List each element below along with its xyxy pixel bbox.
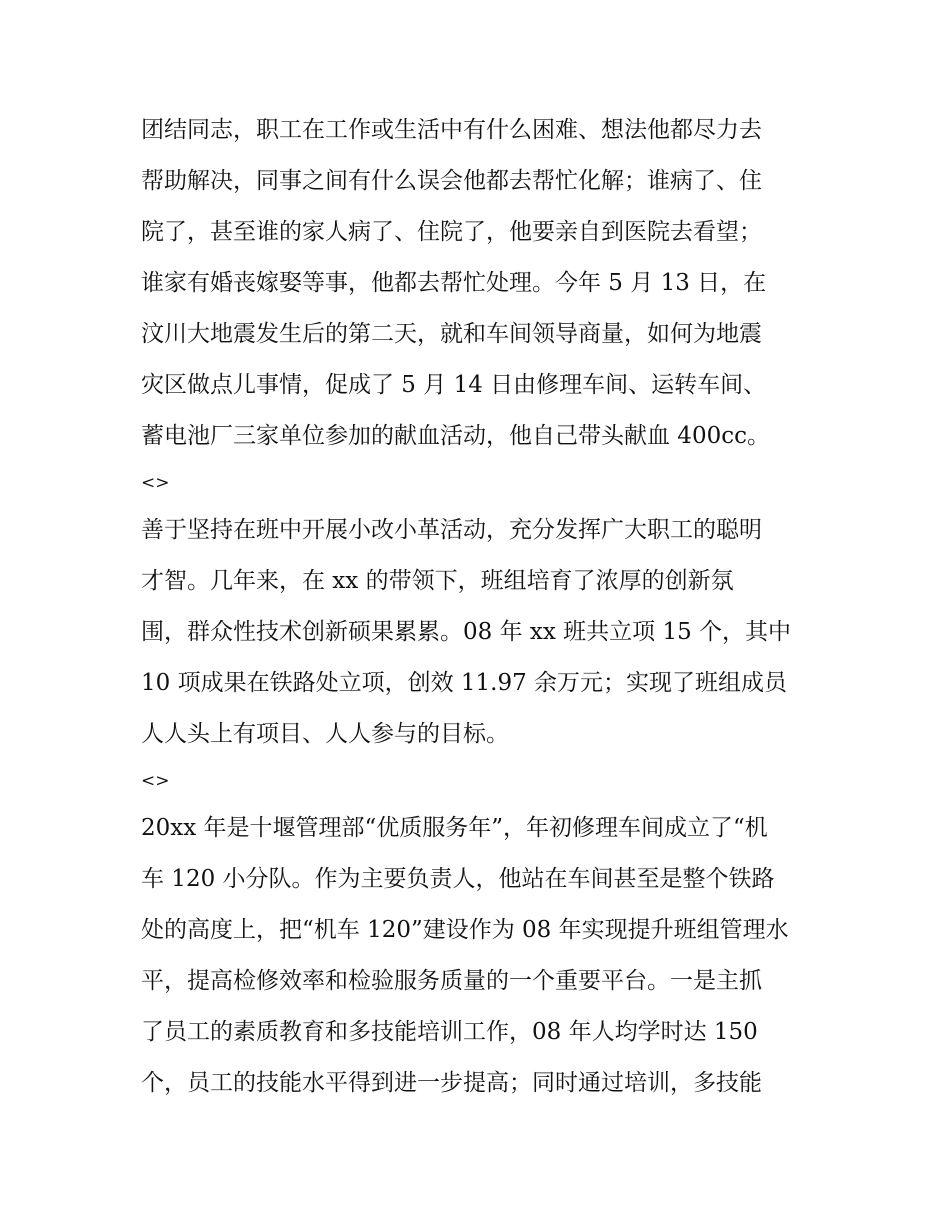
text-line: 10 项成果在铁路处立项，创效 11.97 余万元；实现了班组成员: [141, 670, 788, 696]
text-line: 才智。几年来，在 xx 的带领下，班组培育了浓厚的创新氛: [141, 568, 734, 594]
text-line: 蓄电池厂三家单位参加的献血活动，他自己带头献血 400cc。: [141, 423, 770, 449]
separator-marker: <>: [141, 473, 170, 493]
text-line: 围，群众性技术创新硕果累累。08 年 xx 班共立项 15 个，其中: [141, 619, 792, 645]
paragraph-3: [141, 803, 821, 1109]
text-line: 了员工的素质教育和多技能培训工作，08 年人均学时达 150: [141, 1019, 758, 1045]
paragraph-2: [141, 505, 821, 760]
text-line: 院了，甚至谁的家人病了、住院了，他要亲自到医院去看望；: [141, 219, 762, 245]
text-line: 处的高度上，把“机车 120”建设作为 08 年实现提升班组管理水: [141, 917, 789, 943]
text-line: 谁家有婚丧嫁娶等事，他都去帮忙处理。今年 5 月 13 日，在: [141, 270, 767, 296]
text-line: 帮助解决，同事之间有什么误会他都去帮忙化解；谁病了、住: [141, 168, 762, 194]
text-line: 个，员工的技能水平得到进一步提高；同时通过培训，多技能: [141, 1070, 762, 1096]
text-line: 灾区做点儿事情，促成了 5 月 14 日由修理车间、运转车间、: [141, 372, 767, 398]
body-text: [141, 105, 821, 1109]
separator-marker: <>: [141, 771, 170, 791]
text-line: 团结同志，职工在工作或生活中有什么困难、想法他都尽力去: [141, 117, 762, 143]
text-line: 车 120 小分队。作为主要负责人，他站在车间甚至是整个铁路: [141, 866, 775, 892]
text-line: 汶川大地震发生后的第二天，就和车间领导商量，如何为地震: [141, 321, 762, 347]
text-line: 平，提高检修效率和检验服务质量的一个重要平台。一是主抓: [141, 968, 762, 994]
text-line: 善于坚持在班中开展小改小革活动，充分发挥广大职工的聪明: [141, 517, 762, 543]
text-line: 人人头上有项目、人人参与的目标。: [141, 721, 509, 747]
paragraph-1: [141, 105, 821, 462]
text-line: 20xx 年是十堰管理部“优质服务年”，年初修理车间成立了“机: [141, 815, 768, 841]
